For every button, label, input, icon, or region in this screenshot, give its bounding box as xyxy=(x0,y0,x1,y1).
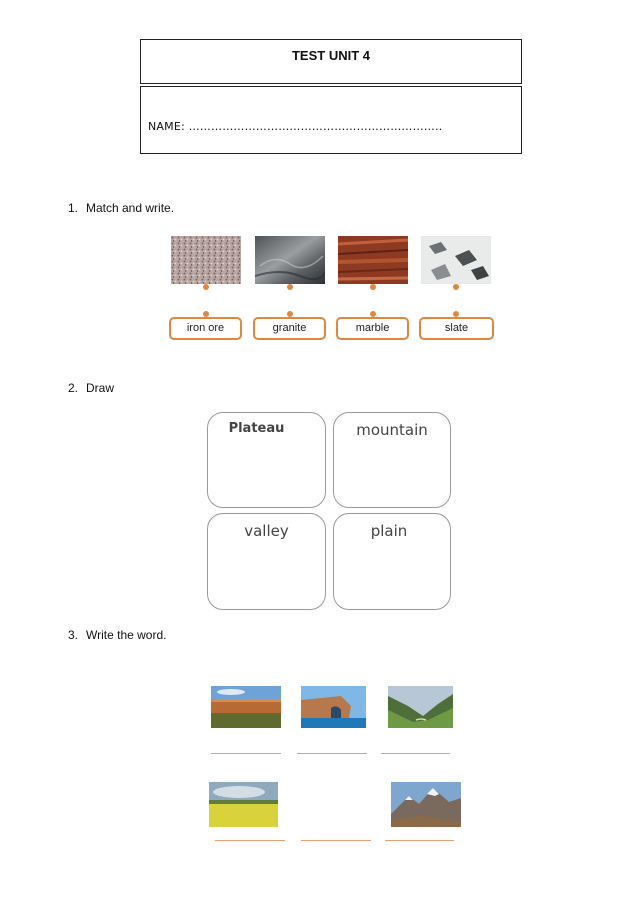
question-3 xyxy=(68,628,166,642)
card-label: Plateau xyxy=(228,421,285,436)
name-box xyxy=(140,86,522,154)
coast-photo xyxy=(301,686,366,728)
draw-card-plain[interactable] xyxy=(333,513,451,610)
answer-line[interactable] xyxy=(385,840,454,841)
answer-line[interactable] xyxy=(215,840,285,841)
card-label: valley xyxy=(244,522,289,540)
match-dot-top[interactable] xyxy=(370,284,376,290)
draw-card-mountain[interactable] xyxy=(333,412,451,508)
slate-rock-image xyxy=(421,236,491,284)
red-rock-image xyxy=(338,236,408,284)
question-2 xyxy=(68,381,114,395)
card-label: mountain xyxy=(356,421,428,439)
plateau-photo xyxy=(211,686,281,728)
match-dot-top[interactable] xyxy=(203,284,209,290)
answer-line[interactable] xyxy=(297,753,367,754)
title-box xyxy=(140,39,522,84)
mountain-photo xyxy=(391,782,461,827)
word-label: slate xyxy=(419,317,494,340)
match-dot-top[interactable] xyxy=(287,284,293,290)
question-number: 1. xyxy=(68,201,79,215)
valley-photo xyxy=(388,686,453,728)
question-instruction: Match and write. xyxy=(86,201,175,215)
question-instruction: Write the word. xyxy=(86,628,167,642)
draw-card-plateau[interactable] xyxy=(207,412,326,508)
question-number: 3. xyxy=(68,628,79,642)
match-dot-top[interactable] xyxy=(453,284,459,290)
word-label: marble xyxy=(336,317,409,340)
name-field[interactable]: NAME: ………………………………………………………….. xyxy=(148,120,443,133)
word-label: granite xyxy=(253,317,326,340)
card-label: plain xyxy=(370,522,408,540)
question-1 xyxy=(68,201,174,215)
test-title: TEST UNIT 4 xyxy=(291,48,370,63)
question-number: 2. xyxy=(68,381,79,395)
plain-photo xyxy=(209,782,278,827)
question-instruction: Draw xyxy=(86,381,115,395)
word-label: iron ore xyxy=(169,317,242,340)
answer-line[interactable] xyxy=(211,753,281,754)
granite-rock-image xyxy=(171,236,241,284)
draw-card-valley[interactable] xyxy=(207,513,326,610)
answer-line[interactable] xyxy=(301,840,371,841)
answer-line[interactable] xyxy=(381,753,450,754)
iron-ore-rock-image xyxy=(255,236,325,284)
